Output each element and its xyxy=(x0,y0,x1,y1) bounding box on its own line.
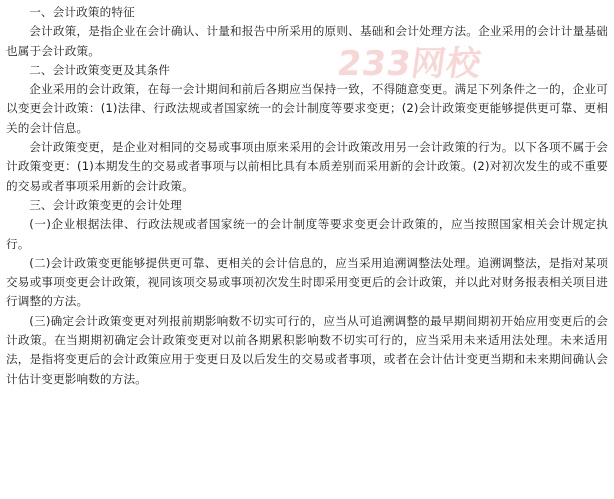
section-1-paragraph-1: 会计政策，是指企业在会计确认、计量和报告中所采用的原则、基础和会计处理方法。企业采用的会计计量基础也属于会计政策。 xyxy=(6,24,608,58)
section-2-heading: 二、会计政策变更及其条件 xyxy=(29,62,171,77)
section-2-paragraph-2: 会计政策变更，是企业对相同的交易或事项由原来采用的会计政策改用另一会计政策的行为。以下各项不属于会计政策变更：(1)本期发生的交易或者事项与以前相比具有本质差别而采用新的会计政策。(2)对初次发生的或不重要的交易或者事项采用新的会计政策。 xyxy=(6,140,608,193)
section-3-paragraph-3: (三)确定会计政策变更对列报前期影响数不切实可行的，应当从可追溯调整的最早期间期初开始应用变更后的会计政策。在当期期初确定会计政策变更对以前各期累积影响数不切实可行的，应当采用未来适用法处理。未来适用法，是指将变更后的会计政策应用于变更日及以后发生的交易或者事项，或者在会计估计变更当期和未来期间确认会计估计变更影响数的方法。 xyxy=(6,313,608,386)
section-1-heading: 一、会计政策的特征 xyxy=(29,5,135,19)
watermark-text: 233网校 xyxy=(334,44,485,84)
section-3-paragraph-1: (一)企业根据法律、行政法规或者国家统一的会计制度等要求变更会计政策的，应当按照国家相关会计规定执行。 xyxy=(6,217,608,251)
section-3-heading: 三、会计政策变更的会计处理 xyxy=(29,197,182,212)
section-2-paragraph-1: 企业采用的会计政策，在每一会计期间和前后各期应当保持一致，不得随意变更。满足下列条件之一的，企业可以变更会计政策：(1)法律、行政法规或者国家统一的会计制度等要求变更；(2)会计政策变更能够提供更可靠、更相关的会计信息。 xyxy=(6,82,608,135)
section-3-paragraph-2: (二)会计政策变更能够提供更可靠、更相关的会计信息的，应当采用追溯调整法处理。追溯调整法，是指对某项交易或事项变更会计政策，视同该项交易或事项初次发生时即采用变更后的会计政策，并以此对财务报表相关项目进行调整的方法。 xyxy=(6,255,608,309)
